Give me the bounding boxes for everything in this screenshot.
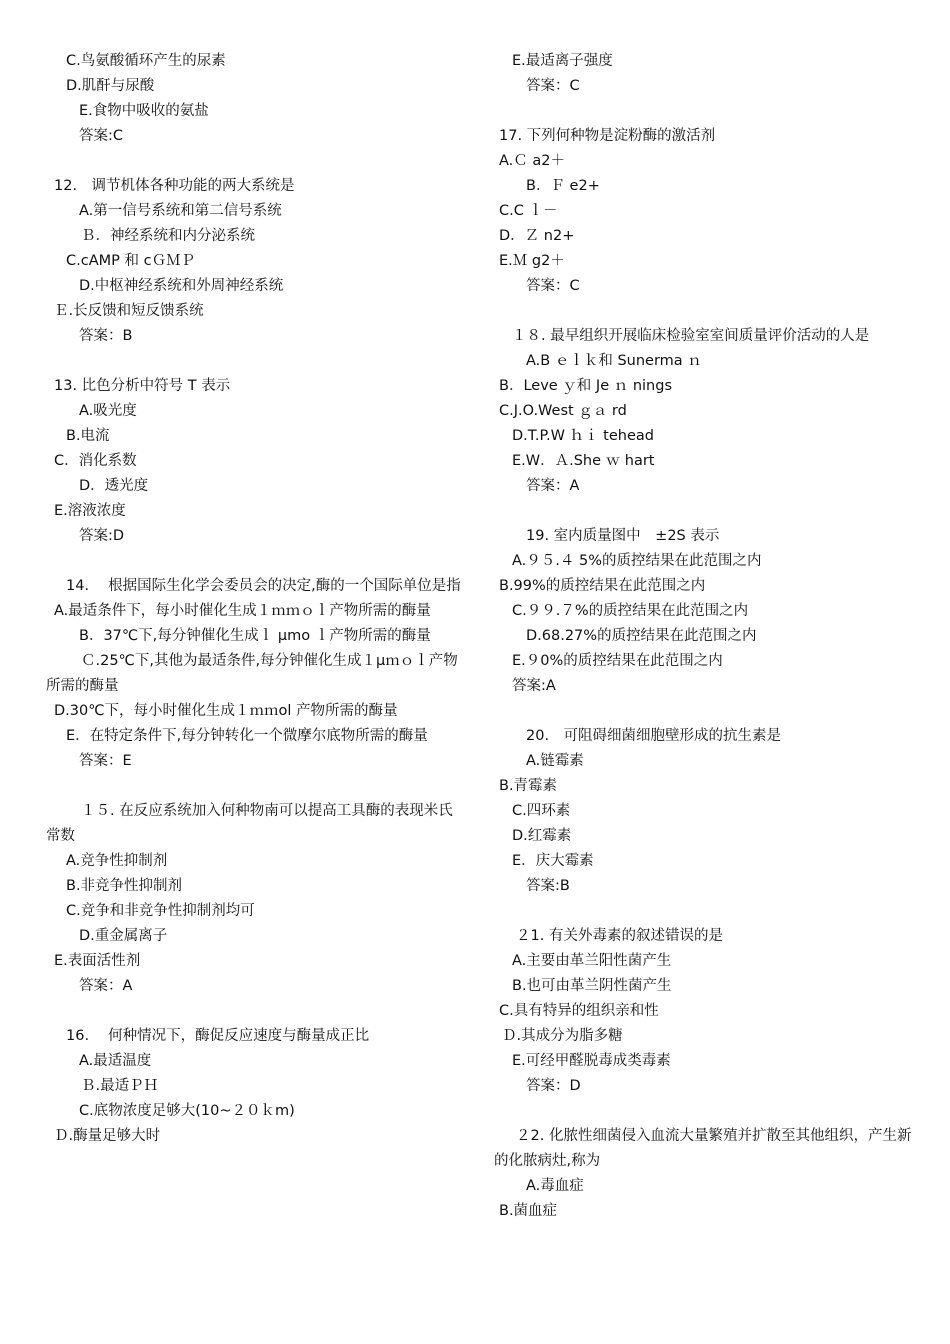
right-text-line: １８. 最早组织开展临床检验室室间质量评价活动的人是 xyxy=(512,328,870,344)
left-text-line: C.底物浓度足够大(10~２０ｋm) xyxy=(79,1103,295,1119)
left-text-line: B．37℃下,每分钟催化生成ｌ μmo ｌ产物所需的酶量 xyxy=(79,628,431,644)
right-text-line: 答案：C xyxy=(526,278,580,294)
right-text-line: D.红霉素 xyxy=(512,828,572,844)
right-text-line: B．Ｆ e2+ xyxy=(526,178,600,194)
right-text-line: C.J.O.West ｇａ rd xyxy=(499,403,627,419)
left-text-line: A.最适温度 xyxy=(79,1053,152,1069)
right-text-line: E.W．Ａ.She ｗ hart xyxy=(512,453,655,469)
right-text-line: A.Ｃ a2＋ xyxy=(499,153,565,169)
left-text-line: Ｂ．神经系统和内分泌系统 xyxy=(81,228,255,244)
right-text-line: C.９９.７%的质控结果在此范围之内 xyxy=(512,603,749,619)
right-text-line: C.具有特异的组织亲和性 xyxy=(499,1003,659,1019)
left-text-line: B.非竞争性抑制剂 xyxy=(66,878,183,894)
right-text-line: A.链霉素 xyxy=(526,753,584,769)
paragraph-gap xyxy=(46,149,462,174)
left-text-line: A.吸光度 xyxy=(79,403,137,419)
right-text-line: B.99%的质控结果在此范围之内 xyxy=(499,578,706,594)
right-text-line: E.９0%的质控结果在此范围之内 xyxy=(512,653,723,669)
left-text-line: D.30℃下，每小时催化生成１ｍｍol 产物所需的酶量 xyxy=(54,703,398,719)
right-text-line: E.最适离子强度 xyxy=(512,53,613,69)
right-text-line: A.９５.４ 5%的质控结果在此范围之内 xyxy=(512,553,762,569)
left-text-line: D.重金属离子 xyxy=(79,928,168,944)
right-text-line: Ｄ.其成分为脂多糖 xyxy=(502,1028,623,1044)
left-text-line: Ｄ.酶量足够大时 xyxy=(54,1128,161,1144)
left-text-line: 答案：B xyxy=(79,328,133,344)
left-text-line: 16. 何种情况下，酶促反应速度与酶量成正比 xyxy=(66,1028,370,1044)
right-text-line: ２1. 有关外毒素的叙述错误的是 xyxy=(516,928,723,944)
paragraph-gap xyxy=(494,1099,914,1124)
left-text-line: E.食物中吸收的氨盐 xyxy=(79,103,209,119)
right-text-line: C.四环素 xyxy=(512,803,571,819)
paragraph-gap xyxy=(46,349,462,374)
left-text-line: 答案：A xyxy=(79,978,133,994)
paragraph-gap xyxy=(46,999,462,1024)
right-text-line: 20. 可阻碍细菌细胞壁形成的抗生素是 xyxy=(526,728,782,744)
left-text-line: A.第一信号系统和第二信号系统 xyxy=(79,203,282,219)
right-text-line: 答案：D xyxy=(526,1078,581,1094)
left-column xyxy=(46,49,462,1149)
left-text-line: C.cAMP 和 cＧＭＰ xyxy=(66,253,196,269)
left-text-line: D.肌酐与尿酸 xyxy=(66,78,155,94)
paragraph-gap xyxy=(46,549,462,574)
left-text-line: C．消化系数 xyxy=(54,453,137,469)
right-text-line: 19. 室内质量图中 ±2S 表示 xyxy=(526,528,720,544)
right-text-line: D．Ｚ n2+ xyxy=(499,228,575,244)
right-text-line: A.毒血症 xyxy=(526,1178,584,1194)
left-text-line: D．透光度 xyxy=(79,478,149,494)
paragraph-gap xyxy=(494,499,914,524)
left-text-line: 13. 比色分析中符号 T 表示 xyxy=(54,378,231,394)
left-text-line: 答案:D xyxy=(79,528,125,544)
paragraph-gap xyxy=(46,774,462,799)
right-column xyxy=(494,49,914,1224)
right-text-line: C.C ｌ－ xyxy=(499,203,558,219)
paragraph-gap xyxy=(494,299,914,324)
left-text-line: Ｅ.长反馈和短反馈系统 xyxy=(54,303,204,319)
right-text-line: B.也可由革兰阴性菌产生 xyxy=(512,978,672,994)
paragraph-gap xyxy=(494,99,914,124)
right-text-line: E.Ｍ g2＋ xyxy=(499,253,565,269)
left-text-line: １５. 在反应系统加入何种物南可以提高工具酶的表现米氏常数 xyxy=(46,803,453,844)
right-text-line: ２2. 化脓性细菌侵入血流大量繁殖并扩散至其他组织，产生新的化脓病灶,称为 xyxy=(494,1128,912,1169)
left-text-line: C.竞争和非竞争性抑制剂均可 xyxy=(66,903,255,919)
left-text-line: 12. 调节机体各种功能的两大系统是 xyxy=(54,178,295,194)
right-text-line: E．庆大霉素 xyxy=(512,853,594,869)
left-text-line: A.最适条件下，每小时催化生成１ｍｍｏｌ产物所需的酶量 xyxy=(54,603,431,619)
left-text-line: B.电流 xyxy=(66,428,110,444)
right-text-line: 答案:B xyxy=(526,878,570,894)
left-text-line: D.中枢神经系统和外周神经系统 xyxy=(79,278,284,294)
left-text-line: Ｂ.最适ＰＨ xyxy=(81,1078,159,1094)
right-text-line: D.T.P.W ｈｉ tehead xyxy=(512,428,654,444)
right-text-line: 答案：A xyxy=(526,478,580,494)
paragraph-gap xyxy=(494,899,914,924)
left-text-line: A.竞争性抑制剂 xyxy=(66,853,168,869)
left-text-line: E.表面活性剂 xyxy=(54,953,141,969)
left-text-line: C.鸟氨酸循环产生的尿素 xyxy=(66,53,226,69)
left-text-line: 14. 根据国际生化学会委员会的决定,酶的一个国际单位是指 xyxy=(66,578,461,594)
right-text-line: B.青霉素 xyxy=(499,778,558,794)
right-text-line: 答案：C xyxy=(526,78,580,94)
right-text-line: B．Leve ｙ和 Je ｎ nings xyxy=(499,378,672,394)
left-text-line: E．在特定条件下,每分钟转化一个微摩尔底物所需的酶量 xyxy=(66,728,428,744)
paragraph-gap xyxy=(494,699,914,724)
left-text-line: 答案：E xyxy=(79,753,132,769)
left-text-line: E.溶液浓度 xyxy=(54,503,126,519)
right-text-line: E.可经甲醛脱毒成类毒素 xyxy=(512,1053,671,1069)
right-text-line: D.68.27%的质控结果在此范围之内 xyxy=(526,628,757,644)
right-text-line: A.B ｅｌｋ和 Sunerma ｎ xyxy=(526,353,702,369)
right-text-line: A.主要由革兰阳性菌产生 xyxy=(512,953,672,969)
right-text-line: 答案:A xyxy=(512,678,556,694)
right-text-line: B.菌血症 xyxy=(499,1203,558,1219)
right-text-line: 17. 下列何种物是淀粉酶的激活剂 xyxy=(499,128,716,144)
left-text-line: Ｃ.25℃下,其他为最适条件,每分钟催化生成１μｍｏｌ产物所需的酶量 xyxy=(46,653,458,694)
left-text-line: 答案:C xyxy=(79,128,124,144)
